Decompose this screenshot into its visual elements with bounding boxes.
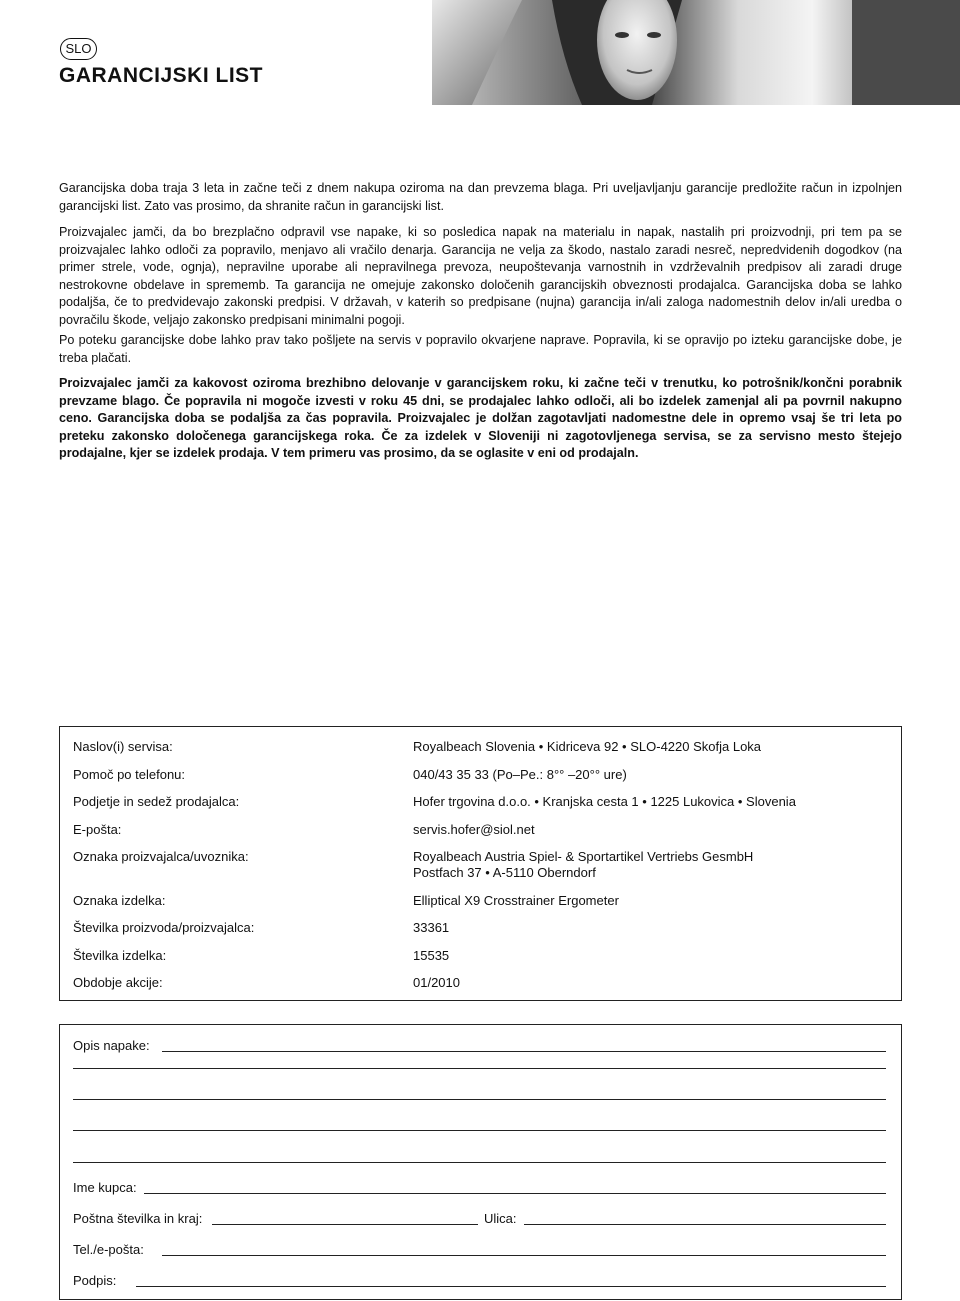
postcode-label: Poštna številka in kraj: <box>73 1211 203 1226</box>
customer-form-box <box>59 1024 902 1300</box>
mfr-number-value: 33361 <box>413 920 450 935</box>
product-value: Elliptical X9 Crosstrainer Ergometer <box>413 893 619 908</box>
phone-email-field[interactable] <box>162 1255 886 1256</box>
street-label: Ulica: <box>484 1211 517 1226</box>
defect-description-line-2[interactable] <box>73 1068 886 1069</box>
promo-period-label: Obdobje akcije: <box>73 975 163 990</box>
defect-description-line-5[interactable] <box>73 1162 886 1163</box>
product-number-value: 15535 <box>413 948 450 963</box>
header-photo <box>432 0 960 105</box>
mfr-number-label: Številka proizvoda/proizvajalca: <box>73 920 255 935</box>
quality-guarantee-paragraph: Proizvajalec jamči za kakovost oziroma brezhibno delovanje v garancijskem roku, ki začne teči v trenutku, ko potrošnik/končni porabnik prevzame blago. Če popravila ni mogoče izvesti v roku 45 dni, se prodajalec lahko odloči, ali bo izdelek zamenjal ali pa povrnil nakupno ceno. Garancijska doba se podaljša za čas popravila. Proizvajalec je dolžan zagotavljati nadomestne dele in opremo vsaj še tri leta po preteku zakonsko določenega garancijskega roka. Če za izdelek v Sloveniji ni zagotovljenega servisa, se za servisno mesto štejejo prodajalne, kjer se izdelek prodaja. V tem primeru vas prosimo, da se oglasite v eni od prodajaln. <box>59 376 902 460</box>
buyer-name-field[interactable] <box>144 1193 886 1194</box>
defect-description-line-3[interactable] <box>73 1099 886 1100</box>
manufacturer-value-line2: Postfach 37 • A-5110 Oberndorf <box>413 865 596 880</box>
manufacturer-guarantee-paragraph: Proizvajalec jamči, da bo brezplačno odpravil vse napake, ki so posledica napak na materialu in napak, nastalih pri proizvodnji, pri tem pa se proizvajalec lahko odloči za popravilo, menjavo ali vračilo denarja. Garancija ne velja za škodo, nastalo zaradi nesreč, nepredvidenih dogodkov (na primer strele, vode, ognja), nepravilne uporabe ali nepravilnega prevoza, neupoštevanja varnostnih in vzdrževalnih predpisov ali zaradi druge nestrokovne obdelave in sprememb. Ta garancija ne omejuje zakonsko določenih garancijskih obveznosti prodajalca. Garancijska doba se lahko podaljša, če to predvidevajo zakonski predpisi. V državah, v katerih so predpisane (nujna) garancija in/ali zaloga nadomestnih delov in/ali uredba o povračilu škode, veljajo zakonsko predpisani minimalni pogoji. <box>59 225 902 327</box>
buyer-name-label: Ime kupca: <box>73 1180 137 1195</box>
defect-description-line-4[interactable] <box>73 1130 886 1131</box>
street-field[interactable] <box>524 1224 886 1225</box>
promo-period-value: 01/2010 <box>413 975 460 990</box>
phone-email-label: Tel./e-pošta: <box>73 1242 144 1257</box>
seller-value: Hofer trgovina d.o.o. • Kranjska cesta 1 • 1225 Lukovica • Slovenia <box>413 794 796 809</box>
signature-field[interactable] <box>136 1286 886 1287</box>
product-number-label: Številka izdelka: <box>73 948 167 963</box>
phone-value: 040/43 35 33 (Po–Pe.: 8°° –20°° ure) <box>413 767 627 782</box>
service-address-value: Royalbeach Slovenia • Kidriceva 92 • SLO-4220 Skofja Loka <box>413 739 762 754</box>
service-address-label: Naslov(i) servisa: <box>73 739 173 754</box>
postcode-field[interactable] <box>212 1224 478 1225</box>
seller-label: Podjetje in sedež prodajalca: <box>73 794 240 809</box>
signature-label: Podpis: <box>73 1273 117 1288</box>
portrait-image <box>432 0 960 105</box>
service-info-box <box>59 726 902 1001</box>
phone-label: Pomoč po telefonu: <box>73 767 186 782</box>
defect-description-label: Opis napake: <box>73 1038 150 1053</box>
warranty-period-paragraph: Garancijska doba traja 3 leta in začne teči z dnem nakupa oziroma na dan prevzema blaga. Pri uveljavljanju garancije predložite račun in izpolnjen garancijski list. Zato vas prosimo, da shranite račun in garancijski list. <box>59 181 902 213</box>
defect-description-field[interactable] <box>162 1051 886 1052</box>
product-label: Oznaka izdelka: <box>73 893 166 908</box>
manufacturer-value-line1: Royalbeach Austria Spiel- & Sportartikel Vertriebs GesmbH <box>413 849 754 864</box>
language-badge: SLO <box>60 38 97 60</box>
manufacturer-label: Oznaka proizvajalca/uvoznika: <box>73 849 249 864</box>
post-warranty-paragraph: Po poteku garancijske dobe lahko prav tako pošljete na servis v popravilo okvarjene naprave. Popravila, ki se opravijo po izteku garancijske dobe, je treba plačati. <box>59 333 902 365</box>
email-value: servis.hofer@siol.net <box>413 822 535 837</box>
page-title: GARANCIJSKI LIST <box>59 64 264 87</box>
email-label: E-pošta: <box>73 822 122 837</box>
